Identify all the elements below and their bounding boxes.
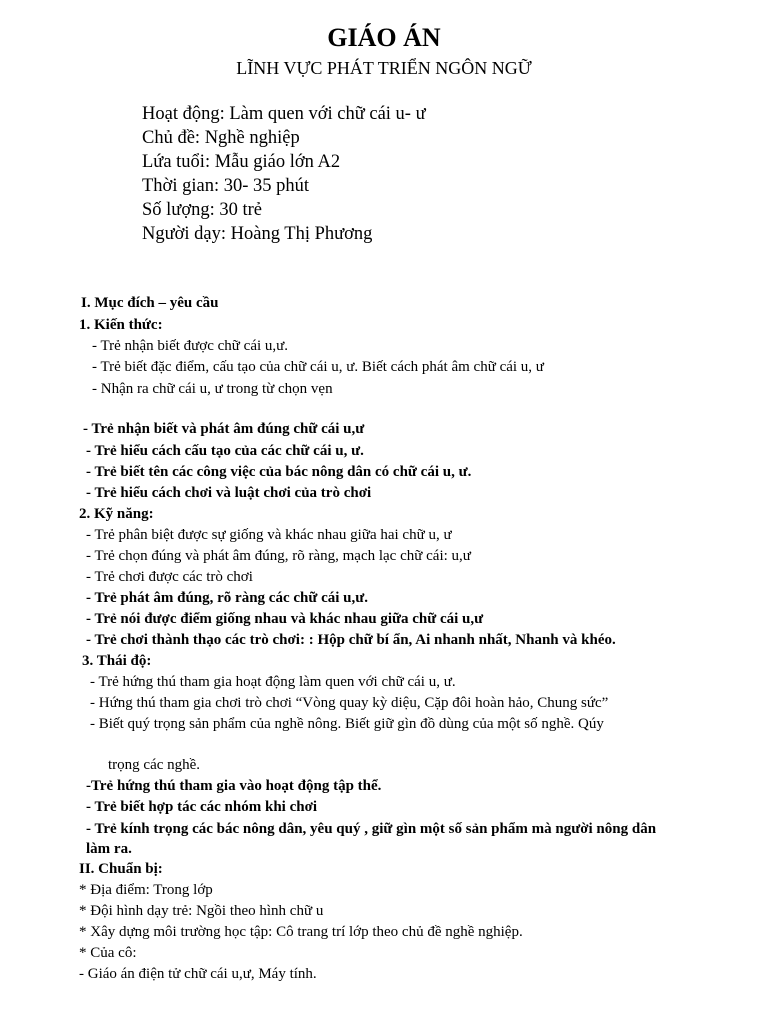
skills-item: - Trẻ chơi được các trò chơi	[86, 569, 253, 585]
attitude-item: - Trẻ biết hợp tác các nhóm khi chơi	[86, 799, 318, 815]
attitude-item: - Biết quý trọng sản phẩm của nghề nông. Biết giữ gìn đồ dùng của một số nghề. Qúy	[90, 716, 604, 732]
document-title: GIÁO ÁN	[327, 23, 441, 52]
attitude-item-continuation: làm ra.	[86, 841, 132, 857]
knowledge-item: - Trẻ hiểu cách chơi và luật chơi của trò chơi	[86, 485, 372, 501]
preparation-item: * Đội hình dạy trẻ: Ngồi theo hình chữ u	[79, 903, 324, 919]
info-age-group: Lứa tuổi: Mẫu giáo lớn A2	[142, 152, 341, 172]
knowledge-item: - Trẻ hiểu cách cấu tạo của các chữ cái u, ư.	[86, 443, 364, 459]
subsection-heading-skills: 2. Kỹ năng:	[79, 506, 154, 522]
document-subtitle: LĨNH VỰC PHÁT TRIỂN NGÔN NGỮ	[236, 58, 532, 78]
knowledge-item: - Nhận ra chữ cái u, ư trong từ chọn vẹn	[92, 381, 333, 397]
preparation-item: * Của cô:	[79, 945, 137, 961]
knowledge-item: - Trẻ nhận biết và phát âm đúng chữ cái u,ư	[83, 421, 365, 437]
attitude-item-continuation: trọng các nghề.	[108, 757, 201, 773]
knowledge-item: - Trẻ biết tên các công việc của bác nông dân có chữ cái u, ư.	[86, 464, 472, 480]
preparation-item: - Giáo án điện tử chữ cái u,ư, Máy tính.	[79, 966, 317, 982]
skills-item: - Trẻ nói được điểm giống nhau và khác nhau giữa chữ cái u,ư	[86, 611, 484, 627]
lesson-info-block	[142, 102, 426, 246]
knowledge-item: - Trẻ biết đặc điểm, cấu tạo của chữ cái u, ư. Biết cách phát âm chữ cái u, ư	[92, 359, 544, 375]
info-duration: Thời gian: 30- 35 phút	[142, 176, 310, 196]
attitude-item: - Trẻ kính trọng các bác nông dân, yêu quý , giữ gìn một số sản phẩm mà người nông dân	[86, 821, 657, 837]
preparation-item: * Xây dựng môi trường học tập: Cô trang trí lớp theo chủ đề nghề nghiệp.	[79, 924, 523, 940]
info-quantity: Số lượng: 30 trẻ	[142, 200, 263, 220]
attitude-item: -Trẻ hứng thú tham gia vào hoạt động tập thể.	[86, 778, 382, 794]
preparation-item: * Địa điểm: Trong lớp	[79, 882, 213, 898]
section-heading-purpose: I. Mục đích – yêu cầu	[81, 295, 219, 311]
skills-item: - Trẻ phân biệt được sự giống và khác nhau giữa hai chữ u, ư	[86, 527, 452, 543]
attitude-item: - Trẻ hứng thú tham gia hoạt động làm quen với chữ cái u, ư.	[90, 674, 456, 690]
skills-item: - Trẻ phát âm đúng, rõ ràng các chữ cái u,ư.	[86, 590, 369, 606]
subsection-heading-knowledge: 1. Kiến thức:	[79, 317, 163, 333]
skills-item: - Trẻ chơi thành thạo các trò chơi: : Hộp chữ bí ẩn, Ai nhanh nhất, Nhanh và khéo.	[86, 632, 616, 648]
subsection-heading-attitude: 3. Thái độ:	[82, 653, 152, 669]
knowledge-item: - Trẻ nhận biết được chữ cái u,ư.	[92, 338, 289, 354]
section-heading-preparation: II. Chuẩn bị:	[79, 861, 163, 877]
info-activity: Hoạt động: Làm quen với chữ cái u- ư	[142, 104, 426, 124]
info-theme: Chủ đề: Nghề nghiệp	[142, 128, 300, 148]
info-teacher: Người dạy: Hoàng Thị Phương	[142, 224, 373, 244]
attitude-item: - Hứng thú tham gia chơi trò chơi “Vòng quay kỳ diệu, Cặp đôi hoàn hảo, Chung sức”	[90, 695, 609, 711]
skills-item: - Trẻ chọn đúng và phát âm đúng, rõ ràng, mạch lạc chữ cái: u,ư	[86, 548, 471, 564]
